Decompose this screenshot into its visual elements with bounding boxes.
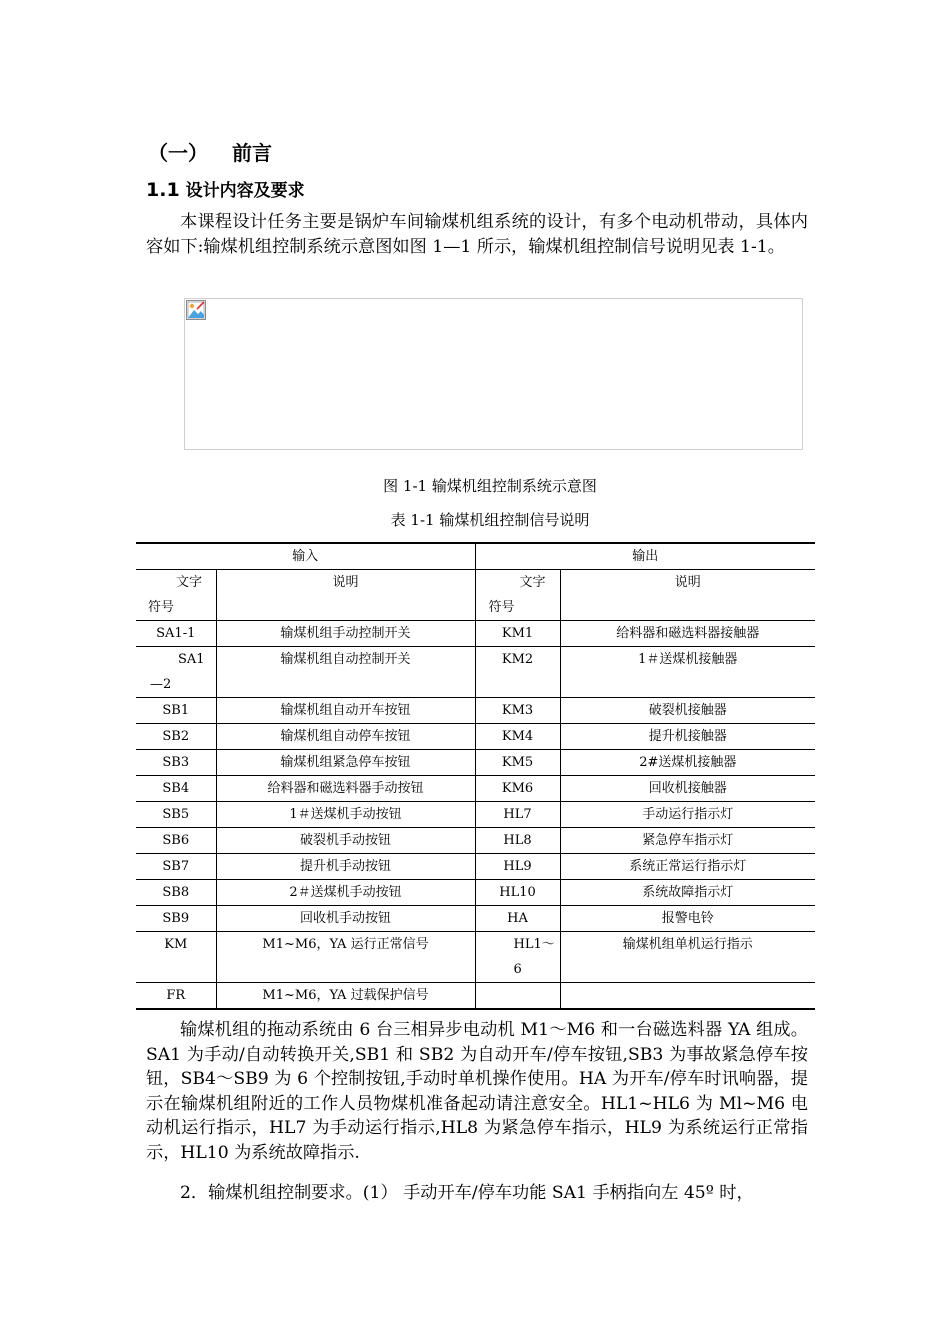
col-header-output-symbol: 文字 符号 [475,570,560,621]
input-symbol: SB8 [136,880,216,906]
output-symbol: KM4 [475,724,560,750]
input-description: 输煤机组紧急停车按钮 [216,750,475,776]
intro-paragraph: 本课程设计任务主要是锅炉车间输煤机组系统的设计，有多个电动机带动，具体内容如下:输煤机组控制系统示意图如图 1—1 所示，输煤机组控制信号说明见表 1-1。 [146,212,808,257]
output-description: 提升机接触器 [560,724,815,750]
table-caption: 表 1-1 输煤机组控制信号说明 [390,511,590,529]
output-symbol: HL9 [475,854,560,880]
table-row [136,802,815,828]
table-row [136,776,815,802]
table-row [136,698,815,724]
input-symbol: KM [136,932,216,983]
output-description: 紧急停车指示灯 [560,828,815,854]
col-header-output-desc: 说明 [560,570,815,621]
table-group-header-row [136,543,815,570]
table-row [136,750,815,776]
input-description: 破裂机手动按钮 [216,828,475,854]
signal-table [136,542,815,1010]
output-description: 给料器和磁选料器接触器 [560,621,815,647]
control-requirements-paragraph: 2．输煤机组控制要求。(1） 手动开车/停车功能 SA1 手柄指向左 45º 时， [180,1183,754,1203]
group-header-output: 输出 [475,543,815,570]
input-description: 1＃送煤机手动按钮 [216,802,475,828]
output-description: 1＃送煤机接触器 [560,647,815,698]
output-symbol: KM2 [475,647,560,698]
input-description: 给料器和磁选料器手动按钮 [216,776,475,802]
output-symbol: HL8 [475,828,560,854]
table-row [136,983,815,1010]
broken-image-icon [186,300,206,320]
figure-placeholder [184,298,803,450]
section-number: （一） [148,141,208,165]
input-description: 输煤机组自动控制开关 [216,647,475,698]
col-header-input-desc: 说明 [216,570,475,621]
table-row [136,932,815,983]
input-description: M1~M6，YA 运行正常信号 [216,932,475,983]
input-description: 2＃送煤机手动按钮 [216,880,475,906]
output-symbol: HL10 [475,880,560,906]
drive-system-paragraph: 输煤机组的拖动系统由 6 台三相异步电动机 M1～M6 和一台磁选料器 YA 组成。SA1 为手动/自动转换开关,SB1 和 SB2 为自动开车/停车按钮,SB3 为事故紧急停车按钮，SB4～SB9 为 6 个控制按钮,手动时单机操作使用。HA 为开车/停车时讯响器，提示在输煤机组附近的工作人员物煤机准备起动请注意安全。HL1~HL6 为 Ml~M6 电动机运行指示，HL7 为手动运行指示,HL8 为紧急停车指示，HL9 为系统运行正常指示，HL10 为系统故障指示. [146,1020,808,1163]
input-symbol: SB7 [136,854,216,880]
input-description: M1~M6，YA 过载保护信号 [216,983,475,1010]
output-symbol [475,983,560,1010]
output-symbol: KM1 [475,621,560,647]
section-heading [148,137,272,166]
table-row [136,647,815,698]
input-symbol: SB2 [136,724,216,750]
output-symbol: KM3 [475,698,560,724]
input-symbol: SB5 [136,802,216,828]
output-symbol: KM6 [475,776,560,802]
output-description: 手动运行指示灯 [560,802,815,828]
col-header-input-symbol: 文字 符号 [136,570,216,621]
table-column-header-row [136,570,815,621]
table-row [136,828,815,854]
input-symbol: SB6 [136,828,216,854]
output-description: 报警电铃 [560,906,815,932]
output-description: 破裂机接触器 [560,698,815,724]
output-symbol: HL1～ 6 [475,932,560,983]
output-symbol: KM5 [475,750,560,776]
table-row [136,906,815,932]
output-description: 输煤机组单机运行指示 [560,932,815,983]
input-symbol: SB9 [136,906,216,932]
input-description: 输煤机组手动控制开关 [216,621,475,647]
table-row [136,854,815,880]
subsection-number: 1.1 [146,179,180,201]
output-description: 系统故障指示灯 [560,880,815,906]
output-description: 系统正常运行指示灯 [560,854,815,880]
input-description: 输煤机组自动开车按钮 [216,698,475,724]
input-description: 回收机手动按钮 [216,906,475,932]
output-description: 回收机接触器 [560,776,815,802]
figure-caption: 图 1-1 输煤机组控制系统示意图 [383,477,597,495]
output-symbol: HA [475,906,560,932]
section-title: 前言 [232,141,272,165]
table-row [136,724,815,750]
group-header-input: 输入 [136,543,475,570]
input-description: 输煤机组自动停车按钮 [216,724,475,750]
subsection-heading [146,176,305,201]
table-row [136,621,815,647]
output-description: 2#送煤机接触器 [560,750,815,776]
input-symbol: SA1 —2 [136,647,216,698]
output-symbol: HL7 [475,802,560,828]
input-symbol: FR [136,983,216,1010]
input-symbol: SB3 [136,750,216,776]
input-symbol: SA1-1 [136,621,216,647]
input-symbol: SB4 [136,776,216,802]
table-row [136,880,815,906]
input-description: 提升机手动按钮 [216,854,475,880]
input-symbol: SB1 [136,698,216,724]
output-description [560,983,815,1010]
subsection-title: 设计内容及要求 [185,181,305,201]
